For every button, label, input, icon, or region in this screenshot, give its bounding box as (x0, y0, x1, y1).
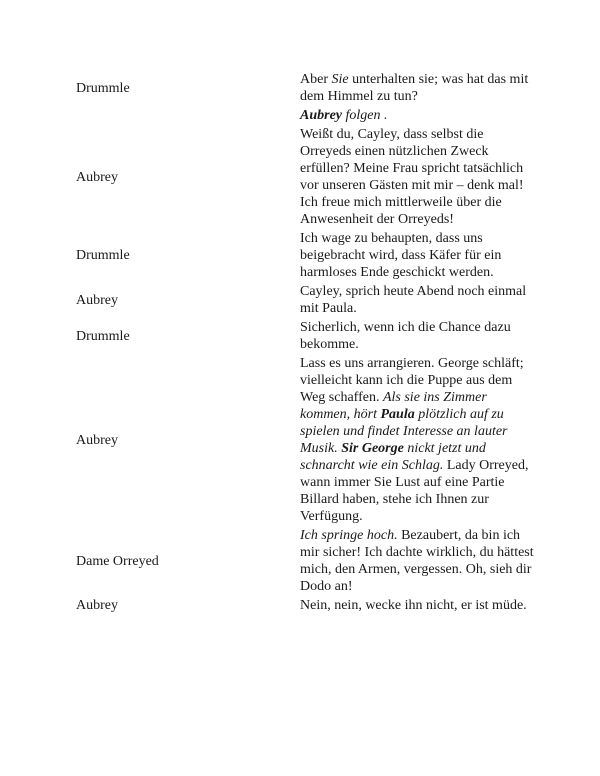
stage-direction-text: nickt jetzt und schnarcht wie ein Schlag. (300, 441, 486, 473)
spoken-text: Cayley, sprich heute Abend noch einmal mit Paula. (300, 284, 527, 316)
spoken-text: unterhalten sie; was hat das mit dem Himmel zu tun? (300, 72, 529, 104)
speaker-name: Aubrey (76, 432, 118, 448)
speaker-name: Drummle (76, 328, 130, 344)
dialogue-row (76, 70, 536, 106)
dialogue-row (76, 125, 536, 229)
dialogue-row (76, 526, 536, 596)
dialogue-row (76, 229, 536, 282)
dialogue-row (76, 106, 536, 125)
stage-direction-text: Aubrey (300, 108, 342, 123)
stage-direction-text: Sie (331, 72, 349, 87)
speaker-name: Dame Orreyed (76, 553, 159, 569)
dialogue-line (300, 596, 536, 615)
spoken-text: Ich wage zu behaupten, dass uns beigebracht wird, dass Käfer für ein harmloses Ende geschickt werden. (300, 231, 502, 280)
speaker-name: Aubrey (76, 292, 118, 308)
stage-direction-text: Als sie ins Zimmer kommen, hört (300, 390, 487, 422)
spoken-text: Lady Orreyed, wann immer Sie Lust auf eine Partie Billard haben, stehe ich Ihnen zur Verfügung. (300, 458, 529, 524)
stage-direction-text: folgen . (342, 108, 388, 123)
dialogue-line (300, 106, 536, 125)
dialogue-line (300, 318, 536, 354)
dialogue-table (76, 70, 536, 615)
dialogue-body (76, 70, 536, 615)
stage-direction-text: Sir George (341, 441, 404, 456)
dialogue-line (300, 526, 536, 596)
dialogue-line (300, 70, 536, 106)
spoken-text: Nein, nein, wecke ihn nicht, er ist müde. (300, 598, 527, 613)
spoken-text: Sicherlich, wenn ich die Chance dazu bekomme. (300, 320, 511, 352)
speaker-name: Drummle (76, 248, 130, 263)
speaker-name: Aubrey (76, 598, 118, 613)
spoken-text: Weißt du, Cayley, dass selbst die Orreyeds einen nützlichen Zweck erfüllen? Meine Frau spricht tatsächlich vor unseren Gästen mit mir – denk mal! Ich freue mich mittlerweile über die Anwesenheit der Orreyeds! (300, 127, 524, 227)
speaker-name: Drummle (76, 80, 130, 96)
dialogue-line (300, 282, 536, 318)
speaker-name (76, 106, 300, 125)
spoken-text: Bezaubert, da bin ich mir sicher! Ich dachte wirklich, du hättest mich, den Armen, vergessen. Oh, sieh dir Dodo an! (300, 528, 534, 594)
dialogue-line (300, 354, 536, 526)
dialogue-row (76, 318, 536, 354)
dialogue-line (300, 125, 536, 229)
stage-direction-text: Paula (380, 407, 415, 422)
spoken-text: Lass es uns arrangieren. George schläft; vielleicht kann ich die Puppe aus dem Weg schaffen. (300, 356, 524, 405)
stage-direction-text: Ich springe hoch. (300, 528, 398, 543)
dialogue-row (76, 282, 536, 318)
spoken-text: Aber (300, 72, 332, 87)
stage-direction-text: plötzlich auf zu spielen und findet Interesse an lauter Musik. (300, 407, 508, 456)
dialogue-line (300, 229, 536, 282)
dialogue-row (76, 596, 536, 615)
speaker-name: Aubrey (76, 169, 118, 185)
dialogue-row (76, 354, 536, 526)
